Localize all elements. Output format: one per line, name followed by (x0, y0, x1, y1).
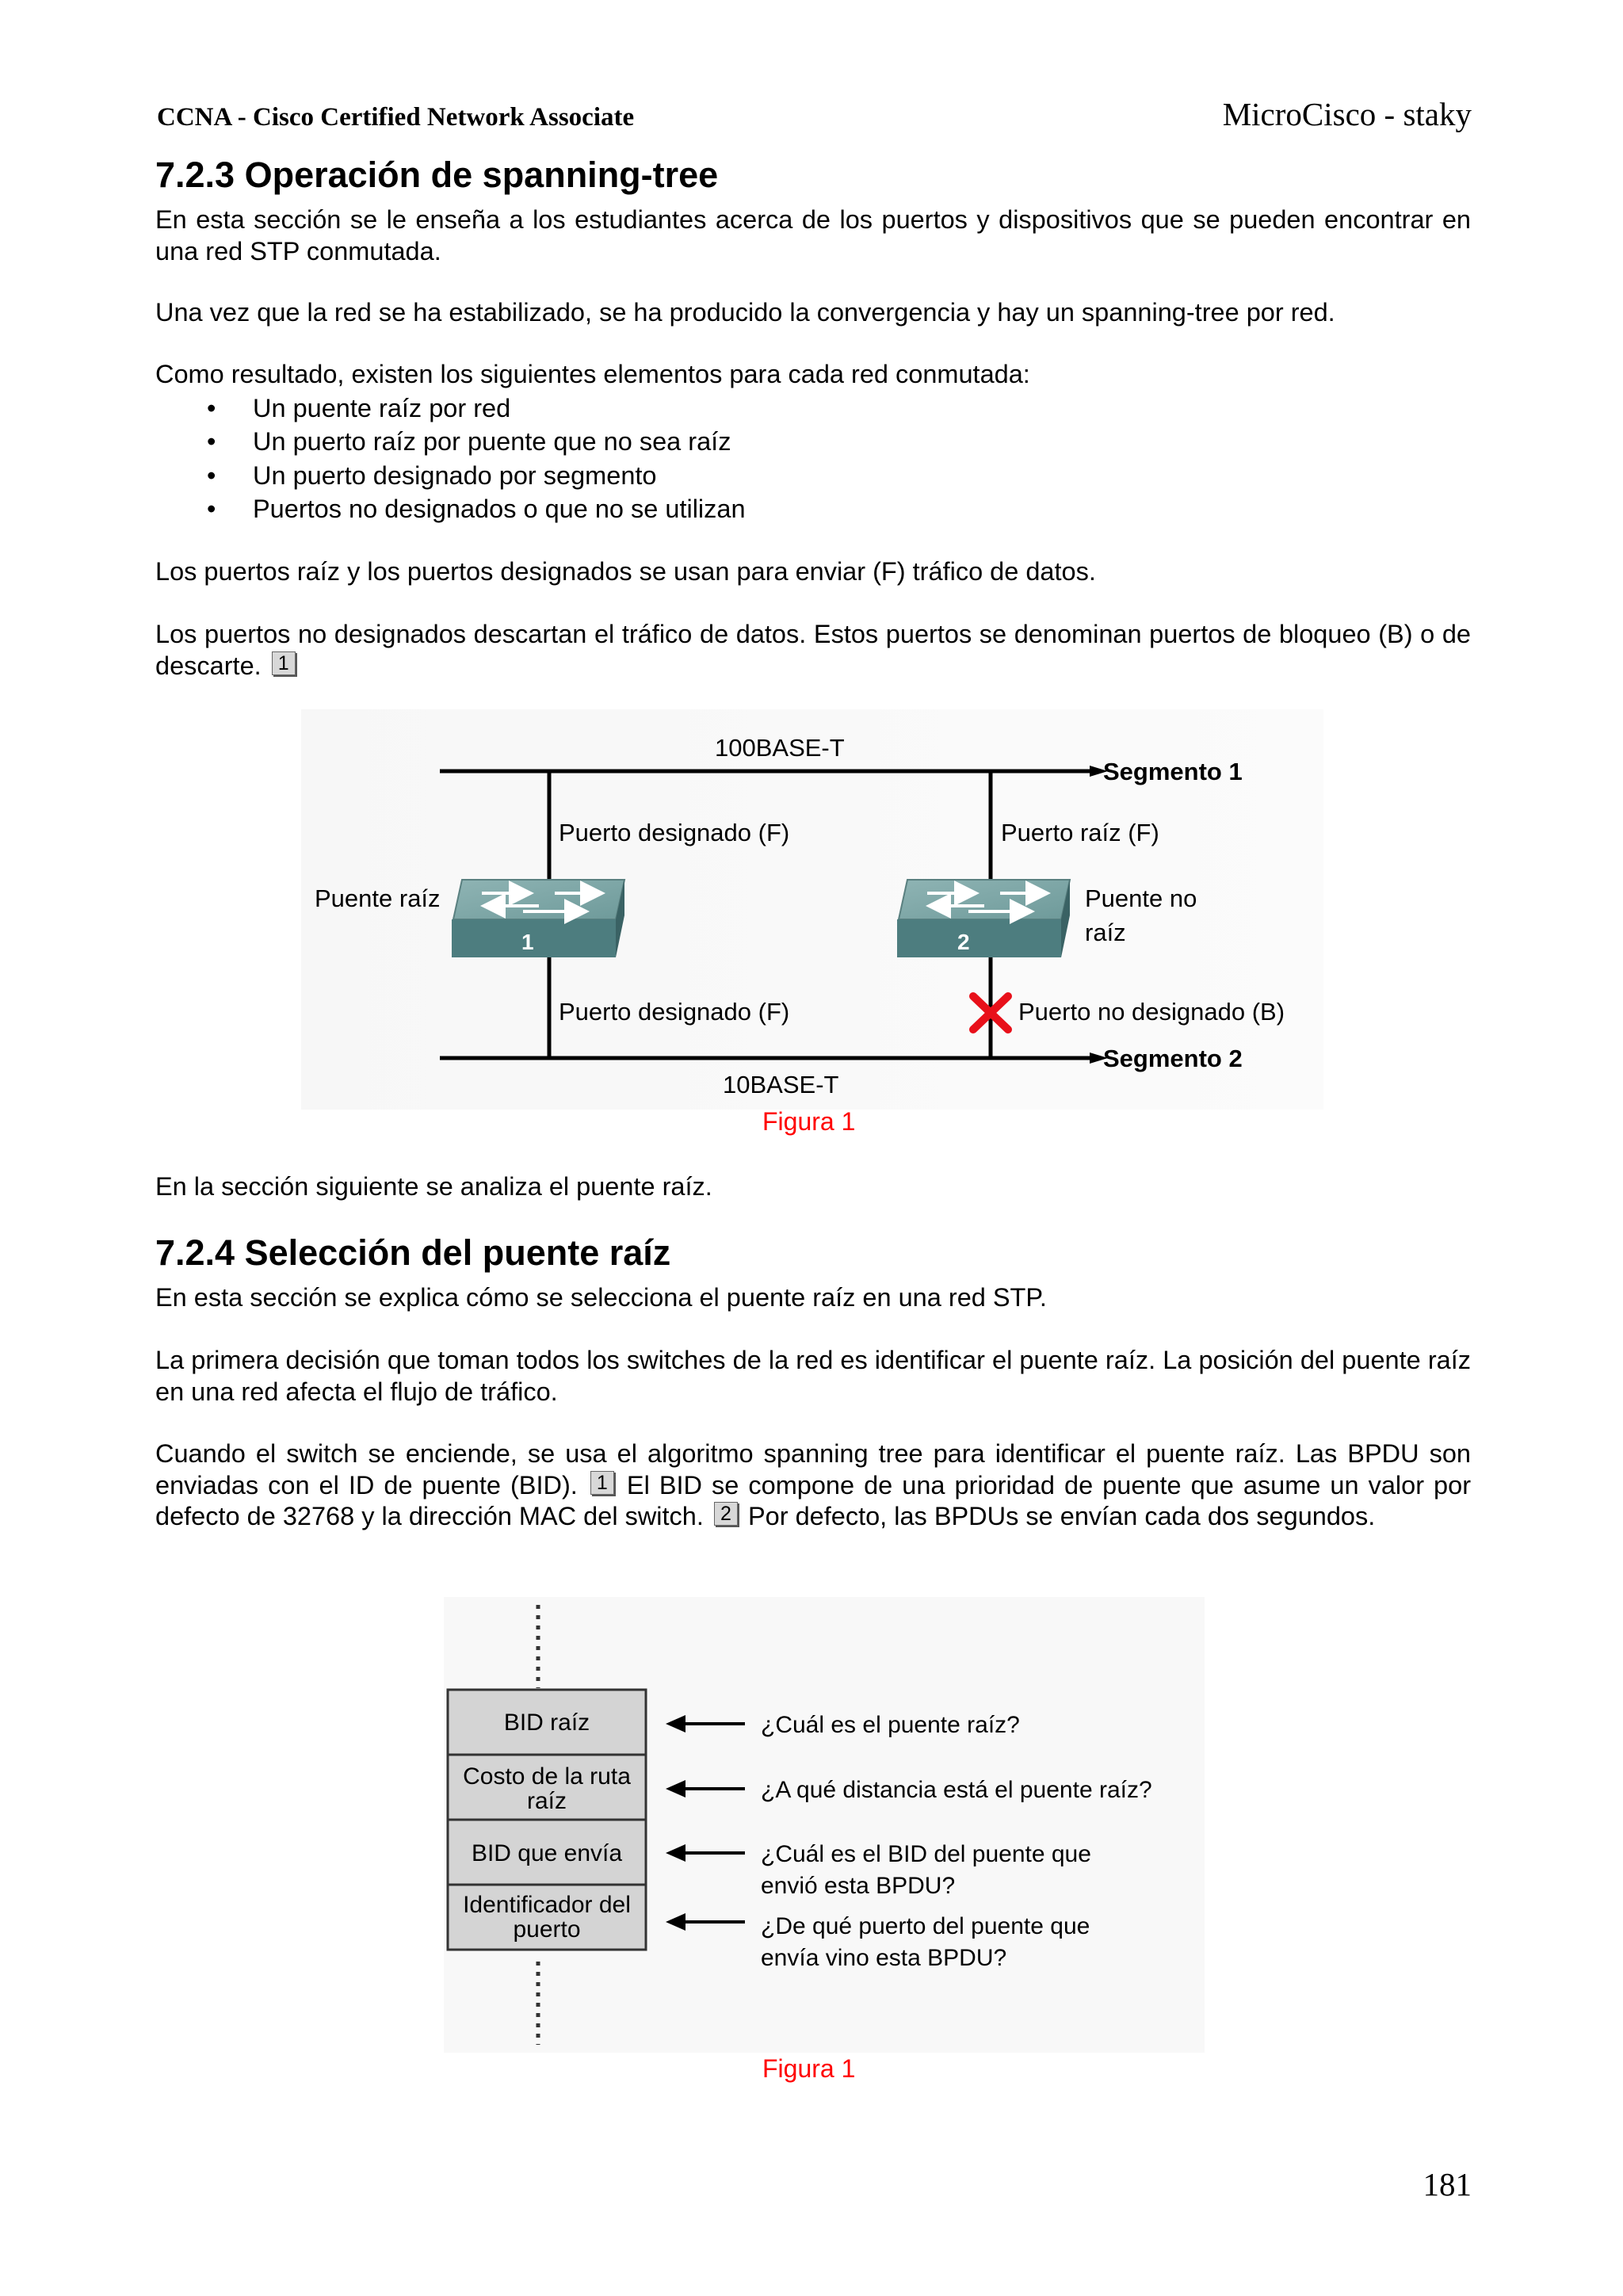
field-root-path-cost-label-line2: raíz (526, 1788, 567, 1814)
section2-paragraph-2: La primera decisión que toman todos los switches de la red es identificar el puente raíz. La posición del puente raíz en una red afecta el flujo de tráfico. (155, 1346, 1471, 1406)
field-bid-root-label: BID raíz (503, 1710, 590, 1736)
header-author: MicroCisco - staky (1222, 96, 1472, 132)
switch-1-top-port-label: Puerto designado (F) (559, 819, 790, 846)
figure-ref-button[interactable]: 1 (590, 1471, 614, 1495)
list-item: • Puertos no designados o que no se utilizan (155, 492, 1471, 525)
field-sender-bid-label: BID que envía (471, 1840, 623, 1866)
section1-paragraph-4: Los puertos raíz y los puertos designados se usan para enviar (F) tráfico de datos. (155, 557, 1096, 586)
field-port-id-label-line2: puerto (513, 1916, 581, 1943)
section1-paragraph-2: Una vez que la red se ha estabilizado, se ha producido la convergencia y hay un spanning-tree por red. (155, 298, 1335, 327)
question-root-bridge: ¿Cuál es el puente raíz? (761, 1712, 1020, 1738)
section-heading-7-2-3: 7.2.3 Operación de spanning-tree (155, 155, 719, 195)
segment-2-label: Segmento 2 (1103, 1045, 1243, 1072)
switch-1-bottom-port-label: Puerto designado (F) (559, 998, 790, 1026)
figure-1-caption: Figura 1 (762, 1107, 856, 1136)
section2-paragraph-1: En esta sección se explica cómo se selecciona el puente raíz en una red STP. (155, 1283, 1047, 1312)
elements-bullet-list (155, 392, 1471, 525)
section-heading-7-2-4: 7.2.4 Selección del puente raíz (155, 1232, 671, 1273)
section2-paragraph-3: Cuando el switch se enciende, se usa el algoritmo spanning tree para identificar el puente raíz. Las BPDU son enviadas con el ID de puente (BID). 1 El BID se compone de una prioridad de puente que asume un valor por defecto de 32768 y la dirección MAC del switch. 2 Por defecto, las BPDUs se envían cada dos segundos. (155, 1439, 1472, 1530)
segment-1-label: Segmento 1 (1103, 758, 1243, 785)
bullet-icon: • (207, 494, 216, 523)
root-bridge-label: Puente raíz (315, 884, 441, 912)
non-root-bridge-label-line1: Puente no (1085, 884, 1197, 912)
header-title: CCNA - Cisco Certified Network Associate (157, 103, 635, 132)
bullet-icon: • (207, 394, 216, 422)
question-sender-port-line2: envía vino esta BPDU? (761, 1945, 1007, 1971)
list-item: • Un puente raíz por red (155, 392, 1471, 425)
question-sender-bid-line1: ¿Cuál es el BID del puente que (761, 1841, 1091, 1867)
field-root-path-cost-label-line1: Costo de la ruta (463, 1763, 631, 1790)
question-root-distance: ¿A qué distancia está el puente raíz? (761, 1777, 1152, 1803)
link-100base-t-label: 100BASE-T (715, 734, 845, 762)
transition-paragraph: En la sección siguiente se analiza el puente raíz. (155, 1172, 712, 1201)
question-sender-bid-line2: envió esta BPDU? (761, 1873, 956, 1899)
figure-ref-button[interactable]: 1 (272, 651, 296, 675)
section1-paragraph-1: En esta sección se le enseña a los estudiantes acerca de los puertos y dispositivos que se pueden encontrar en una red STP conmutada. (155, 205, 1471, 266)
field-port-id-label-line1: Identificador del (463, 1892, 631, 1918)
switch-2-top-port-label: Puerto raíz (F) (1001, 819, 1159, 846)
switch-2-bottom-port-label: Puerto no designado (B) (1018, 998, 1285, 1026)
bullet-icon: • (207, 427, 216, 457)
switch-2-number: 2 (957, 930, 970, 954)
page-number: 181 (1423, 2166, 1472, 2202)
figure-ref-button[interactable]: 2 (714, 1502, 738, 1526)
list-item: • Un puerto raíz por puente que no sea raíz (155, 425, 1471, 458)
non-root-bridge-label-line2: raíz (1085, 919, 1126, 946)
switch-2-icon (897, 880, 1070, 957)
figure-2-caption: Figura 1 (762, 2054, 856, 2083)
section1-paragraph-3: Como resultado, existen los siguientes elementos para cada red conmutada: (155, 360, 1030, 388)
question-sender-port-line1: ¿De qué puerto del puente que (761, 1913, 1090, 1939)
link-10base-t-label: 10BASE-T (723, 1071, 839, 1098)
section1-paragraph-5: Los puertos no designados descartan el tráfico de datos. Estos puertos se denominan puertos de bloqueo (B) o de descarte. 1 (155, 620, 1471, 680)
switch-1-number: 1 (521, 930, 534, 954)
bullet-icon: • (207, 460, 216, 490)
switch-1-icon (452, 880, 624, 957)
list-item: • Un puerto designado por segmento (155, 459, 1471, 492)
stp-topology-figure (301, 709, 1323, 1110)
bpdu-fields-figure (444, 1597, 1205, 2053)
